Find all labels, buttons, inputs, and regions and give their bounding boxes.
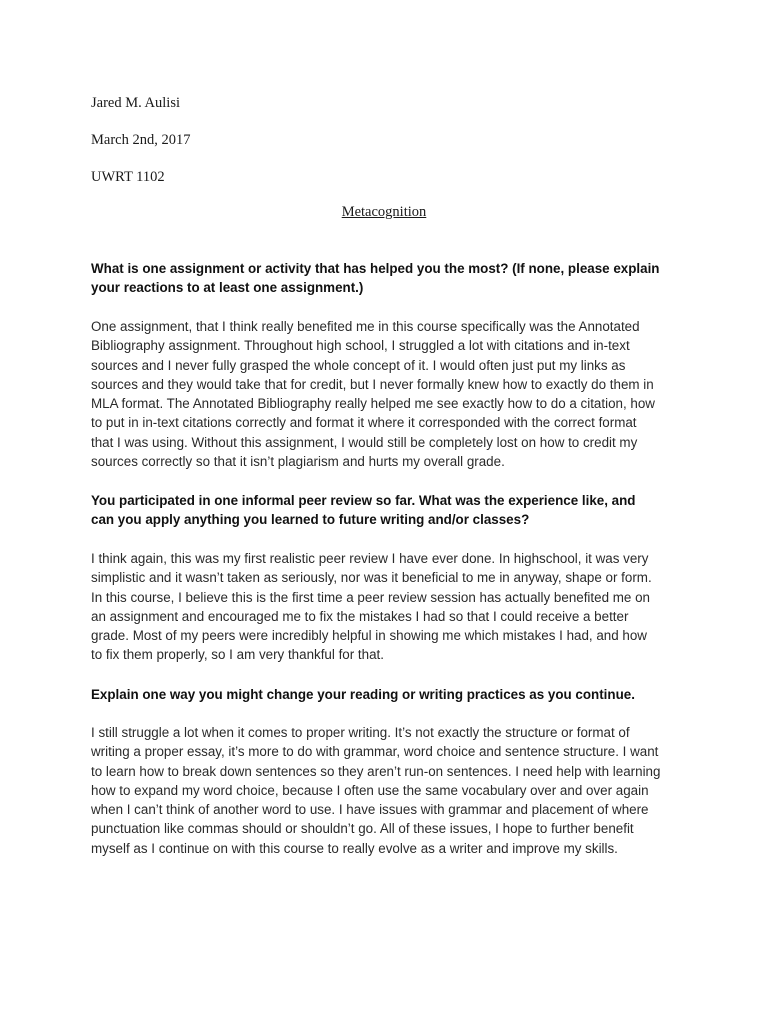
- course-code: UWRT 1102: [91, 169, 165, 185]
- answer-line: sources and I never fully grasped the whole concept of it. I would often just put my links as: [91, 357, 626, 373]
- answer-line: Bibliography assignment. Throughout high school, I struggled a lot with citations and in-text: [91, 338, 630, 354]
- question-line: can you apply anything you learned to future writing and/or classes?: [91, 512, 530, 528]
- answer-1: [91, 317, 691, 471]
- answer-line: to put in in-text citations correctly and format it where it corresponded with the correct format: [91, 415, 637, 431]
- answer-line: to learn how to break down sentences so they aren’t run-on sentences. I need help with learning: [91, 763, 661, 779]
- answer-line: sources correctly so that it isn’t plagiarism and hurts my overall grade.: [91, 454, 505, 470]
- question-line: You participated in one informal peer review so far. What was the experience like, and: [91, 493, 636, 508]
- document-title: Metacognition: [341, 204, 427, 220]
- answer-line: punctuation like commas should or shouldn’t go. All of these issues, I hope to further benefit: [91, 821, 634, 837]
- question-line: Explain one way you might change your reading or writing practices as you continue.: [91, 687, 635, 702]
- answer-line: simplistic and it wasn’t taken as seriously, nor was it beneficial to me in anyway, shape or form.: [91, 570, 652, 586]
- answer-2: [91, 549, 691, 665]
- answer-line: writing a proper essay, it’s more to do with grammar, word choice and sentence structure. I want: [91, 744, 659, 760]
- document-date: March 2nd, 2017: [91, 132, 191, 148]
- answer-line: how to expand my word choice, because I often use the same vocabulary over and over again: [91, 782, 649, 798]
- answer-line: an assignment and encouraged me to fix the mistakes I had so that I could receive a better: [91, 608, 629, 624]
- question-line: What is one assignment or activity that has helped you the most? (If none, please explain: [91, 261, 660, 276]
- answer-line: to fix them properly, so I am very thankful for that.: [91, 647, 384, 663]
- question-3: [91, 685, 691, 704]
- answer-line: One assignment, that I think really benefited me in this course specifically was the Annotated: [91, 319, 640, 334]
- answer-line: In this course, I believe this is the first time a peer review session has actually benefited me on: [91, 589, 650, 605]
- question-2: [91, 491, 691, 530]
- answer-line: when I can’t think of another word to use. I have issues with grammar and placement of where: [91, 802, 649, 818]
- answer-line: sources and they would take that for credit, but I never formally knew how to exactly do them in: [91, 376, 654, 392]
- question-line: your reactions to at least one assignment.): [91, 280, 364, 296]
- answer-line: MLA format. The Annotated Bibliography really helped me see exactly how to do a citation, how: [91, 396, 655, 412]
- answer-line: that I was using. Without this assignment, I would still be completely lost on how to credit my: [91, 434, 638, 450]
- answer-line: myself as I continue on with this course to really evolve as a writer and improve my skills.: [91, 840, 618, 856]
- answer-line: grade. Most of my peers were incredibly helpful in showing me which mistakes I had, and how: [91, 628, 647, 644]
- answer-line: I think again, this was my first realistic peer review I have ever done. In highschool, it was very: [91, 551, 649, 566]
- answer-3: [91, 723, 691, 858]
- question-1: [91, 259, 691, 298]
- answer-line: I still struggle a lot when it comes to proper writing. It’s not exactly the structure or format of: [91, 725, 630, 740]
- author-name: Jared M. Aulisi: [91, 95, 181, 111]
